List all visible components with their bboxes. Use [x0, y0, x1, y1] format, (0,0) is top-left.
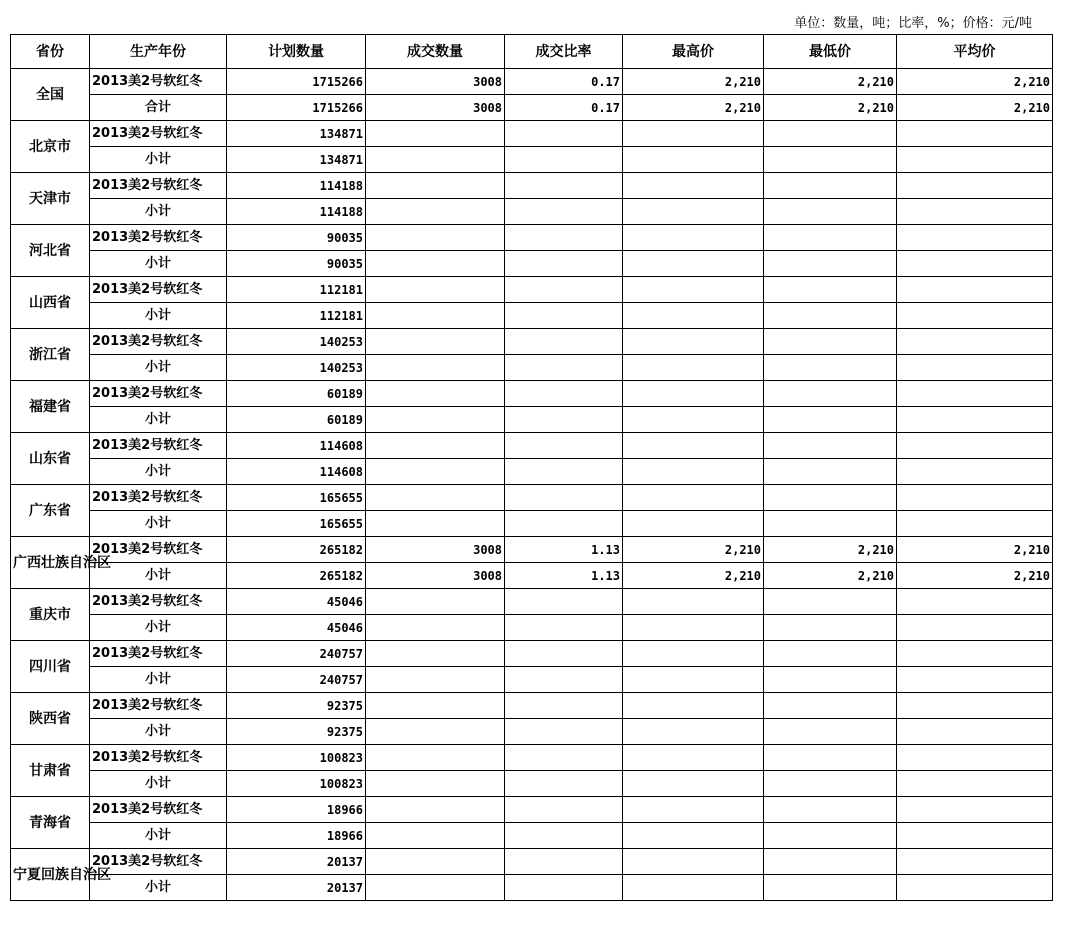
planned-cell: 100823 [227, 745, 366, 771]
table-row [11, 875, 1053, 901]
ratio-cell [505, 771, 623, 797]
max-price-cell [623, 173, 764, 199]
table-row [11, 459, 1053, 485]
traded-cell [366, 849, 505, 875]
year-cell: 2013美2号软红冬 [90, 381, 227, 407]
traded-cell [366, 121, 505, 147]
year-cell: 2013美2号软红冬 [90, 589, 227, 615]
max-price-cell [623, 303, 764, 329]
table-row [11, 849, 1053, 875]
traded-cell [366, 641, 505, 667]
table-row [11, 615, 1053, 641]
min-price-cell [764, 589, 897, 615]
year-cell: 2013美2号软红冬 [90, 537, 227, 563]
avg-price-cell [897, 511, 1053, 537]
min-price-cell [764, 147, 897, 173]
planned-cell: 90035 [227, 225, 366, 251]
max-price-cell: 2,210 [623, 69, 764, 95]
traded-cell [366, 511, 505, 537]
max-price-cell [623, 199, 764, 225]
traded-cell: 3008 [366, 563, 505, 589]
ratio-cell [505, 147, 623, 173]
min-price-cell [764, 875, 897, 901]
ratio-cell [505, 589, 623, 615]
year-cell: 小计 [90, 771, 227, 797]
min-price-cell [764, 225, 897, 251]
year-cell: 小计 [90, 251, 227, 277]
planned-cell: 92375 [227, 693, 366, 719]
avg-price-cell [897, 719, 1053, 745]
avg-price-cell: 2,210 [897, 95, 1053, 121]
year-cell: 小计 [90, 355, 227, 381]
avg-price-cell: 2,210 [897, 537, 1053, 563]
min-price-cell [764, 797, 897, 823]
min-price-cell [764, 329, 897, 355]
avg-price-cell [897, 459, 1053, 485]
planned-cell: 100823 [227, 771, 366, 797]
ratio-cell [505, 199, 623, 225]
max-price-cell [623, 719, 764, 745]
min-price-cell [764, 303, 897, 329]
table-row [11, 277, 1053, 303]
ratio-cell [505, 745, 623, 771]
ratio-cell: 1.13 [505, 563, 623, 589]
table-row [11, 225, 1053, 251]
planned-cell: 114608 [227, 459, 366, 485]
max-price-cell [623, 329, 764, 355]
min-price-cell: 2,210 [764, 95, 897, 121]
planned-cell: 140253 [227, 329, 366, 355]
province-cell: 北京市 [11, 121, 90, 173]
traded-cell: 3008 [366, 95, 505, 121]
year-cell: 2013美2号软红冬 [90, 745, 227, 771]
header-row [11, 35, 1053, 69]
min-price-cell: 2,210 [764, 69, 897, 95]
avg-price-cell [897, 875, 1053, 901]
province-cell: 河北省 [11, 225, 90, 277]
min-price-cell [764, 121, 897, 147]
avg-price-cell [897, 667, 1053, 693]
province-cell: 广东省 [11, 485, 90, 537]
traded-cell [366, 485, 505, 511]
max-price-cell [623, 693, 764, 719]
table-row [11, 563, 1053, 589]
traded-cell [366, 797, 505, 823]
traded-cell [366, 381, 505, 407]
ratio-cell [505, 719, 623, 745]
ratio-cell [505, 615, 623, 641]
year-cell: 小计 [90, 147, 227, 173]
planned-cell: 114188 [227, 173, 366, 199]
ratio-cell [505, 303, 623, 329]
traded-cell: 3008 [366, 537, 505, 563]
year-cell: 小计 [90, 823, 227, 849]
avg-price-cell [897, 251, 1053, 277]
planned-cell: 1715266 [227, 95, 366, 121]
planned-cell: 134871 [227, 121, 366, 147]
planned-cell: 18966 [227, 823, 366, 849]
min-price-cell [764, 381, 897, 407]
avg-price-cell [897, 329, 1053, 355]
province-cell: 天津市 [11, 173, 90, 225]
ratio-cell [505, 667, 623, 693]
planned-cell: 20137 [227, 875, 366, 901]
traded-cell [366, 667, 505, 693]
planned-cell: 114608 [227, 433, 366, 459]
table-row [11, 381, 1053, 407]
min-price-cell [764, 511, 897, 537]
province-cell: 重庆市 [11, 589, 90, 641]
table-row [11, 173, 1053, 199]
planned-cell: 265182 [227, 563, 366, 589]
ratio-cell [505, 173, 623, 199]
table-row [11, 329, 1053, 355]
year-cell: 2013美2号软红冬 [90, 329, 227, 355]
table-row [11, 511, 1053, 537]
max-price-cell: 2,210 [623, 537, 764, 563]
traded-cell [366, 589, 505, 615]
table-row [11, 693, 1053, 719]
traded-cell [366, 225, 505, 251]
planned-cell: 45046 [227, 615, 366, 641]
header-ratio: 成交比率 [505, 35, 623, 69]
header-province: 省份 [11, 35, 90, 69]
min-price-cell [764, 693, 897, 719]
min-price-cell [764, 485, 897, 511]
avg-price-cell: 2,210 [897, 563, 1053, 589]
max-price-cell [623, 485, 764, 511]
planned-cell: 112181 [227, 303, 366, 329]
avg-price-cell [897, 147, 1053, 173]
year-cell: 2013美2号软红冬 [90, 277, 227, 303]
planned-cell: 140253 [227, 355, 366, 381]
ratio-cell: 0.17 [505, 95, 623, 121]
year-cell: 2013美2号软红冬 [90, 693, 227, 719]
year-cell: 小计 [90, 875, 227, 901]
traded-cell [366, 615, 505, 641]
min-price-cell [764, 459, 897, 485]
avg-price-cell [897, 381, 1053, 407]
avg-price-cell [897, 173, 1053, 199]
traded-cell [366, 719, 505, 745]
min-price-cell [764, 745, 897, 771]
max-price-cell [623, 771, 764, 797]
table-row [11, 147, 1053, 173]
avg-price-cell: 2,210 [897, 69, 1053, 95]
ratio-cell [505, 875, 623, 901]
year-cell: 2013美2号软红冬 [90, 849, 227, 875]
table-row [11, 589, 1053, 615]
table-body [11, 69, 1053, 901]
year-cell: 小计 [90, 199, 227, 225]
ratio-cell [505, 121, 623, 147]
ratio-cell: 1.13 [505, 537, 623, 563]
province-cell: 宁夏回族自治区 [11, 849, 90, 901]
year-cell: 合计 [90, 95, 227, 121]
planned-cell: 240757 [227, 641, 366, 667]
ratio-cell [505, 277, 623, 303]
province-cell: 四川省 [11, 641, 90, 693]
min-price-cell [764, 199, 897, 225]
table-row [11, 771, 1053, 797]
max-price-cell: 2,210 [623, 563, 764, 589]
max-price-cell [623, 225, 764, 251]
year-cell: 2013美2号软红冬 [90, 641, 227, 667]
min-price-cell [764, 407, 897, 433]
planned-cell: 20137 [227, 849, 366, 875]
traded-cell [366, 771, 505, 797]
avg-price-cell [897, 693, 1053, 719]
year-cell: 2013美2号软红冬 [90, 69, 227, 95]
province-cell: 浙江省 [11, 329, 90, 381]
table-row [11, 797, 1053, 823]
ratio-cell [505, 485, 623, 511]
table-row [11, 719, 1053, 745]
province-cell: 青海省 [11, 797, 90, 849]
max-price-cell [623, 849, 764, 875]
avg-price-cell [897, 433, 1053, 459]
year-cell: 2013美2号软红冬 [90, 485, 227, 511]
max-price-cell [623, 589, 764, 615]
traded-cell [366, 277, 505, 303]
table-row [11, 823, 1053, 849]
planned-cell: 1715266 [227, 69, 366, 95]
avg-price-cell [897, 303, 1053, 329]
table-row [11, 69, 1053, 95]
avg-price-cell [897, 745, 1053, 771]
max-price-cell [623, 511, 764, 537]
max-price-cell [623, 641, 764, 667]
max-price-cell [623, 745, 764, 771]
max-price-cell [623, 355, 764, 381]
planned-cell: 112181 [227, 277, 366, 303]
max-price-cell [623, 147, 764, 173]
min-price-cell [764, 173, 897, 199]
traded-cell [366, 823, 505, 849]
year-cell: 2013美2号软红冬 [90, 173, 227, 199]
year-cell: 2013美2号软红冬 [90, 225, 227, 251]
max-price-cell: 2,210 [623, 95, 764, 121]
planned-cell: 165655 [227, 511, 366, 537]
traded-cell [366, 745, 505, 771]
year-cell: 小计 [90, 459, 227, 485]
unit-note: 单位：数量，吨；比率，%；价格：元/吨 [794, 16, 1032, 31]
avg-price-cell [897, 355, 1053, 381]
traded-cell [366, 329, 505, 355]
min-price-cell: 2,210 [764, 563, 897, 589]
planned-cell: 60189 [227, 381, 366, 407]
planned-cell: 114188 [227, 199, 366, 225]
ratio-cell [505, 381, 623, 407]
min-price-cell [764, 433, 897, 459]
year-cell: 2013美2号软红冬 [90, 433, 227, 459]
min-price-cell [764, 355, 897, 381]
max-price-cell [623, 277, 764, 303]
avg-price-cell [897, 589, 1053, 615]
traded-cell: 3008 [366, 69, 505, 95]
avg-price-cell [897, 823, 1053, 849]
max-price-cell [623, 407, 764, 433]
max-price-cell [623, 797, 764, 823]
ratio-cell [505, 225, 623, 251]
avg-price-cell [897, 199, 1053, 225]
header-min-price: 最低价 [764, 35, 897, 69]
year-cell: 2013美2号软红冬 [90, 121, 227, 147]
max-price-cell [623, 251, 764, 277]
header-planned: 计划数量 [227, 35, 366, 69]
province-cell: 陕西省 [11, 693, 90, 745]
max-price-cell [623, 121, 764, 147]
planned-cell: 265182 [227, 537, 366, 563]
traded-cell [366, 303, 505, 329]
planned-cell: 134871 [227, 147, 366, 173]
ratio-cell [505, 251, 623, 277]
max-price-cell [623, 381, 764, 407]
traded-cell [366, 433, 505, 459]
table-row [11, 355, 1053, 381]
max-price-cell [623, 823, 764, 849]
ratio-cell [505, 407, 623, 433]
ratio-cell [505, 849, 623, 875]
province-cell: 甘肃省 [11, 745, 90, 797]
year-cell: 小计 [90, 615, 227, 641]
min-price-cell: 2,210 [764, 537, 897, 563]
min-price-cell [764, 823, 897, 849]
min-price-cell [764, 615, 897, 641]
province-cell: 广西壮族自治区 [11, 537, 90, 589]
avg-price-cell [897, 121, 1053, 147]
avg-price-cell [897, 277, 1053, 303]
max-price-cell [623, 615, 764, 641]
table-row [11, 485, 1053, 511]
table-row [11, 433, 1053, 459]
year-cell: 2013美2号软红冬 [90, 797, 227, 823]
min-price-cell [764, 667, 897, 693]
ratio-cell [505, 797, 623, 823]
min-price-cell [764, 251, 897, 277]
header-avg-price: 平均价 [897, 35, 1053, 69]
avg-price-cell [897, 771, 1053, 797]
traded-cell [366, 459, 505, 485]
table-row [11, 199, 1053, 225]
ratio-cell [505, 329, 623, 355]
min-price-cell [764, 719, 897, 745]
max-price-cell [623, 459, 764, 485]
header-traded: 成交数量 [366, 35, 505, 69]
year-cell: 小计 [90, 563, 227, 589]
year-cell: 小计 [90, 667, 227, 693]
ratio-cell: 0.17 [505, 69, 623, 95]
table-row [11, 303, 1053, 329]
planned-cell: 240757 [227, 667, 366, 693]
traded-cell [366, 147, 505, 173]
province-cell: 全国 [11, 69, 90, 121]
avg-price-cell [897, 641, 1053, 667]
trade-results-table [10, 34, 1053, 901]
planned-cell: 18966 [227, 797, 366, 823]
year-cell: 小计 [90, 719, 227, 745]
max-price-cell [623, 667, 764, 693]
planned-cell: 45046 [227, 589, 366, 615]
table-row [11, 745, 1053, 771]
table-row [11, 537, 1053, 563]
avg-price-cell [897, 797, 1053, 823]
header-max-price: 最高价 [623, 35, 764, 69]
ratio-cell [505, 459, 623, 485]
min-price-cell [764, 277, 897, 303]
planned-cell: 60189 [227, 407, 366, 433]
avg-price-cell [897, 485, 1053, 511]
planned-cell: 92375 [227, 719, 366, 745]
traded-cell [366, 251, 505, 277]
traded-cell [366, 875, 505, 901]
year-cell: 小计 [90, 407, 227, 433]
traded-cell [366, 407, 505, 433]
ratio-cell [505, 511, 623, 537]
traded-cell [366, 355, 505, 381]
table-row [11, 407, 1053, 433]
planned-cell: 90035 [227, 251, 366, 277]
min-price-cell [764, 771, 897, 797]
province-cell: 山东省 [11, 433, 90, 485]
year-cell: 小计 [90, 303, 227, 329]
ratio-cell [505, 823, 623, 849]
ratio-cell [505, 433, 623, 459]
ratio-cell [505, 693, 623, 719]
table-row [11, 667, 1053, 693]
ratio-cell [505, 355, 623, 381]
avg-price-cell [897, 849, 1053, 875]
header-year: 生产年份 [90, 35, 227, 69]
province-cell: 山西省 [11, 277, 90, 329]
traded-cell [366, 199, 505, 225]
ratio-cell [505, 641, 623, 667]
avg-price-cell [897, 615, 1053, 641]
avg-price-cell [897, 407, 1053, 433]
year-cell: 小计 [90, 511, 227, 537]
table-row [11, 95, 1053, 121]
traded-cell [366, 173, 505, 199]
planned-cell: 165655 [227, 485, 366, 511]
max-price-cell [623, 433, 764, 459]
province-cell: 福建省 [11, 381, 90, 433]
max-price-cell [623, 875, 764, 901]
table-row [11, 121, 1053, 147]
min-price-cell [764, 641, 897, 667]
traded-cell [366, 693, 505, 719]
min-price-cell [764, 849, 897, 875]
table-row [11, 641, 1053, 667]
table-row [11, 251, 1053, 277]
avg-price-cell [897, 225, 1053, 251]
